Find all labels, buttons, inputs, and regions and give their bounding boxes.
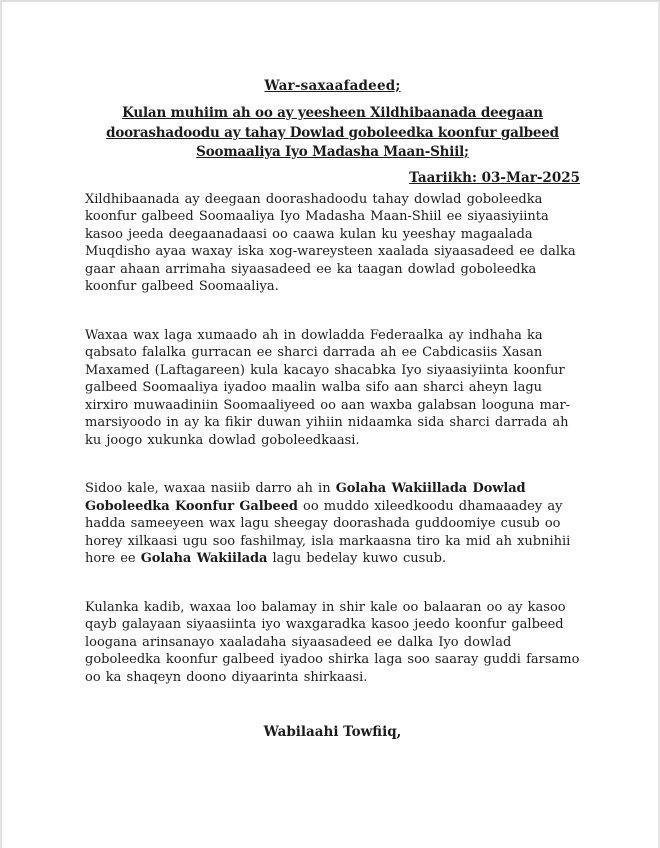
paragraph-3-bold-council-name: Golaha Wakiillada Dowlad Goboleedka Koonfur Galbeed (85, 481, 526, 514)
paragraph-3-bold-council-name-short: Golaha Wakiilada (140, 551, 268, 566)
paragraph-1 (85, 191, 580, 296)
paragraph-3 (85, 480, 580, 568)
paragraph-1-text: Xildhibaanada ay deegaan doorashadoodu tahay dowlad goboleedka koonfur galbeed Soomaaliya Iyo Madasha Maan-Shiil ee siyaasiyiinta kasoo jeeda deegaanadaasi oo caawa kulan ku yeeshay magaalada Muqdisho ayaa waxay iska xog-wareysteen xaalada siyaasadeed ee dalka gaar ahaan arrimaha siyaasadeed ee ka taagan dowlad goboleedka koonfur galbeed Soomaaliya. (85, 191, 576, 294)
paragraph-3-text: Sidoo kale, waxaa nasiib darro ah in (85, 481, 336, 496)
paragraph-3-text-continued: oo muddo xileedkoodu dhamaaadey ay hadda sameeyeen wax lagu sheegay doorashada guddoomiye cusub oo horey xilkaasi ugu soo fashilmay, isla markaasna tiro ka mid ah xubnihii hore ee (85, 498, 571, 566)
document-heading: Kulan muhiim ah oo ay yeesheen Xildhibaanada deegaan doorashadoodu ay tahay Dowlad goboleedka koonfur galbeed Soomaaliya Iyo Madasha Maan-Shiil; (106, 105, 559, 160)
paragraph-2 (85, 327, 580, 450)
paragraph-2-text: Waxaa wax laga xumaado ah in dowladda Federaalka ay indhaha ka qabsato falalka gurracan ee sharci darrada ah ee Cabdicasiis Xasan Maxamed (Laftagareen) kula kacayo shacabka Iyo siyaasiyiinta koonfur galbeed Soomaaliya iyadoo maalin walba sifo aan sharci aheyn lagu xirxiro muwaadiniin Soomaaliyeed oo aan waxba galabsan looguna mar-marsiyoodo in ay ka fikir duwan yihiin nidaamka sida sharci darrada ah ku joogo xukunka dowlad goboleedkaasi. (85, 327, 571, 448)
document-title: War-saxaafadeed; (264, 78, 401, 94)
paragraph-4-text: Kulanka kadib, waxaa loo balamay in shir kale oo balaaran oo ay kasoo qayb galayaan siyaasiinta iyo waxgaradka kasoo jeedo koonfur galbeed loogana arinsanayo xaaladaha siyaasadeed ee dalka Iyo dowlad goboleedka koonfur galbeed iyadoo shirka laga soo saaray guddi farsamo oo ka shaqeyn doono diyaarinta shirkaasi. (85, 599, 580, 685)
paragraph-4 (85, 599, 580, 687)
document-content (2, 2, 658, 741)
paragraph-3-text-end: lagu bedelay kuwo cusub. (267, 551, 447, 566)
date-line: Taariikh: 03-Mar-2025 (409, 169, 580, 186)
closing-salutation: Wabilaahi Towfiiq, (263, 724, 402, 740)
